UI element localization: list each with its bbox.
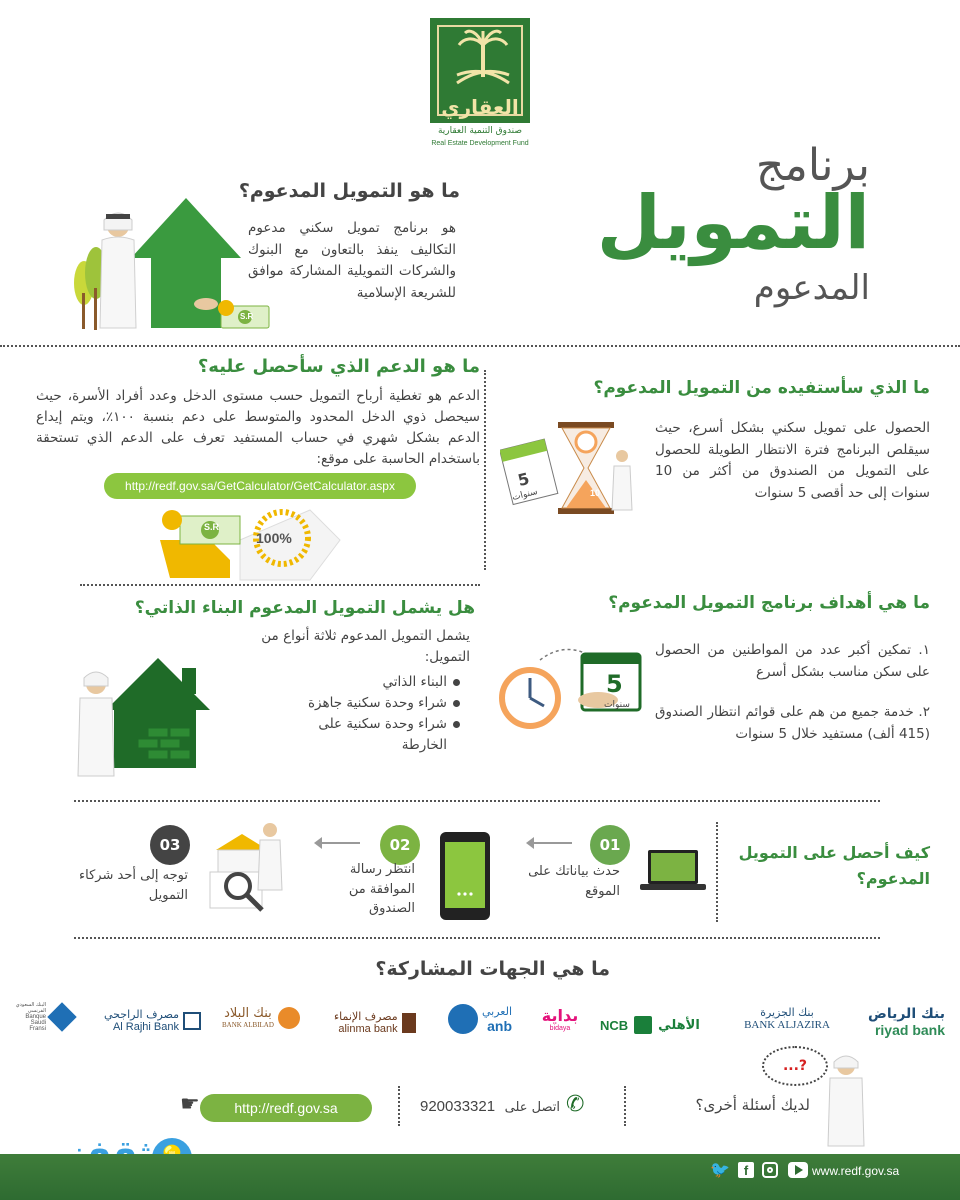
facebook-icon[interactable]: f [738, 1162, 754, 1178]
twitter-icon[interactable]: 🐦 [710, 1160, 730, 1179]
divider [80, 584, 480, 586]
man-illustration [820, 1048, 870, 1148]
youtube-icon[interactable] [788, 1162, 808, 1178]
benefit-body: الحصول على تمويل سكني بشكل أسرع، حيث سيقلص البرنامج فترة الانتظار الطويلة للحصول على التمويل من الصندوق من أكثر من 10 سنوات إلى حد أقصى 5 سنوات [655, 420, 930, 501]
partners-title: ما هي الجهات المشاركة؟ [375, 958, 610, 980]
goals-title: ما هي أهداف برنامج التمويل المدعوم؟ [608, 593, 930, 613]
self-build-intro: يشمل التمويل المدعوم ثلاثة أنواع من التمويل: [261, 628, 470, 665]
footer-url[interactable]: www.redf.gov.sa [812, 1164, 900, 1178]
divider [74, 800, 880, 802]
phone-handset-icon: ✆ [566, 1092, 585, 1117]
contact-question: لديك أسئلة أخرى؟ [695, 1096, 810, 1114]
goals-calendar-label: سنوات [604, 700, 630, 710]
bullet-icon [453, 679, 460, 686]
support-title: ما هو الدعم الذي سأحصل عليه؟ [197, 356, 480, 377]
logo-subtitle-en: Real Estate Development Fund [431, 140, 529, 147]
bank-logo-alrajhi: مصرف الراجحي Al Rajhi Bank [104, 1008, 204, 1033]
phone-number[interactable]: 920033321 [420, 1098, 496, 1115]
website-link[interactable]: http://redf.gov.sa [200, 1094, 372, 1122]
bsf-emblem-icon [47, 1002, 76, 1031]
benefit-calendar-num: 5 [515, 468, 532, 491]
bank-logo-bidaya: بداية bidaya [541, 1006, 579, 1032]
redf-logo [430, 18, 530, 123]
list-item: شراء وحدة سكنية على الخارطة [300, 714, 460, 756]
benefit-calendar-label: سنوات [511, 487, 539, 503]
pointing-hand-icon: ☛ [180, 1092, 200, 1117]
bullet-icon [453, 700, 460, 707]
step-3-text: توجه إلى أحد شركاء التمويل [79, 868, 188, 903]
instagram-icon[interactable] [762, 1162, 778, 1178]
goals-calendar-num: 5 [606, 670, 623, 698]
self-build-title: هل يشمل التمويل المدعوم البناء الذاتي؟ [134, 598, 475, 618]
clock-calendar-illustration [496, 640, 656, 740]
divider-vertical [716, 822, 718, 922]
palm-swords-icon [433, 25, 533, 95]
logo-subtitle-ar: صندوق التنمية العقارية [437, 126, 523, 136]
logo-arabic-name: العقاري [441, 95, 519, 119]
percent-label: 100% [256, 530, 292, 546]
list-item: شراء وحدة سكنية جاهزة [300, 693, 460, 714]
money-percent-illustration [160, 500, 350, 590]
calculator-link[interactable]: http://redf.gov.sa/GetCalculator/GetCalculator.aspx [104, 473, 416, 499]
step-number: 03 [150, 825, 190, 865]
step-number: 01 [590, 825, 630, 865]
arrow-left-icon [528, 842, 572, 844]
hero-line2: التمويل [596, 180, 870, 266]
call-label: اتصل على [504, 1100, 560, 1115]
question-bubble: ...? [762, 1046, 828, 1086]
phone-icon [440, 832, 490, 920]
ncb-emblem-icon [634, 1016, 652, 1034]
albilad-emblem-icon [278, 1007, 300, 1029]
step-number: 02 [380, 825, 420, 865]
bank-logo-anb: العربي anb [448, 1004, 518, 1034]
hourglass-calendar-illustration [500, 418, 640, 518]
bank-logo-albilad: بنك البلاد BANK ALBILAD [222, 1006, 314, 1029]
divider [0, 345, 960, 347]
bank-logo-alinma: مصرف الإنماء alinma bank [334, 1010, 426, 1035]
goal-2: ٢. خدمة جميع من هم على قوائم انتظار الصندوق (415 ألف) مستفيد خلال 5 سنوات [655, 704, 930, 742]
support-body: الدعم هو تغطية أرباح التمويل حسب مستوى الدخل وعدد أفراد الأسرة، حيث سيحصل ذوي الدخل المحدود والمتوسط على دعم بنسبة ١٠٠٪، ويتم إيداع الدعم بشكل شهري في حساب المستفيد تعرف على الدعم الذي تستحقة باستخدام الحاسبة على موقع: [36, 388, 480, 467]
divider-vertical [398, 1086, 400, 1126]
bank-logo-riyad: بنك الرياض riyad bank [868, 1006, 945, 1038]
step-1-text: حدث بياناتك على الموقع [528, 864, 620, 899]
divider-vertical [624, 1086, 626, 1126]
laptop-icon [640, 848, 706, 892]
bank-logo-aljazira: بنك الجزيرة BANK ALJAZIRA [744, 1006, 830, 1031]
what-is-body: هو برنامج تمويل سكني مدعوم التكاليف ينفذ بالتعاون مع البنوك والشركات التمويلية المشاركة موافق للشريعة الإسلامية [248, 220, 456, 301]
divider [74, 937, 880, 939]
benefit-title: ما الذي سأستفيده من التمويل المدعوم؟ [593, 378, 930, 398]
benefit-glass-num: 10 [590, 488, 601, 498]
bullet-icon [453, 721, 460, 728]
support-money-label: S.R [204, 522, 220, 532]
alinma-emblem-icon [402, 1013, 416, 1033]
bank-logo-bsf: البنك السعودي الفرنسي Banque Saudi Fransi [14, 1002, 80, 1032]
hero-line1: برنامج [755, 140, 870, 191]
goal-1: ١. تمكين أكبر عدد من المواطنين من الحصول على سكن مناسب بشكل أسرع [655, 642, 930, 680]
arrow-left-icon [316, 842, 360, 844]
what-is-title: ما هو التمويل المدعوم؟ [238, 180, 460, 202]
bank-logo-ncb: NCB الأهلي [600, 1017, 700, 1033]
self-build-list [300, 672, 460, 756]
list-item: البناء الذاتي [300, 672, 460, 693]
alrajhi-emblem-icon [183, 1012, 201, 1030]
bank-search-illustration [196, 820, 296, 920]
man-brick-house-illustration [72, 650, 222, 780]
step-2-text: انتظر رسالة الموافقة من الصندوق [348, 862, 415, 916]
how-title: كيف أحصل على التمويل المدعوم؟ [738, 843, 930, 888]
divider-vertical [484, 370, 486, 570]
anb-emblem-icon [448, 1004, 478, 1034]
hero-line3: المدعوم [753, 268, 870, 308]
what-is-money-label: S.R [240, 312, 254, 321]
